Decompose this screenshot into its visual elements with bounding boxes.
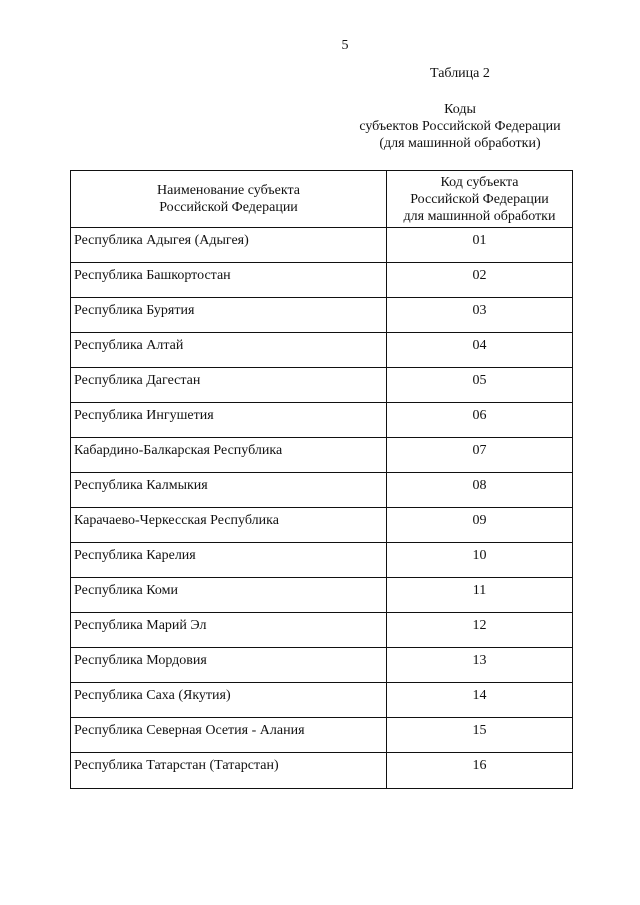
header-code-line-3: для машинной обработки [403, 208, 556, 224]
header-code-line-1: Код субъекта [440, 174, 519, 190]
subject-name: Карачаево-Черкесская Республика [71, 508, 387, 543]
subject-name: Республика Алтай [71, 333, 387, 368]
subject-code: 05 [387, 368, 573, 403]
subject-name: Республика Бурятия [71, 298, 387, 333]
subject-code: 04 [387, 333, 573, 368]
subject-name: Республика Татарстан (Татарстан) [71, 753, 387, 789]
subject-name: Республика Коми [71, 578, 387, 613]
table-row [71, 333, 573, 368]
header-name-line-1: Наименование субъекта [157, 183, 300, 198]
table-heading [352, 101, 568, 152]
subject-code: 09 [387, 508, 573, 543]
subject-code: 03 [387, 298, 573, 333]
heading-line-1: Коды [444, 102, 476, 117]
subject-name: Республика Саха (Якутия) [71, 683, 387, 718]
header-name-line-2: Российской Федерации [159, 200, 298, 215]
table-row [71, 368, 573, 403]
subject-name: Республика Ингушетия [71, 403, 387, 438]
header-code-line-2: Российской Федерации [410, 191, 549, 207]
subject-name: Республика Северная Осетия - Алания [71, 718, 387, 753]
subject-code: 16 [387, 753, 573, 789]
subject-code: 12 [387, 613, 573, 648]
subject-name: Республика Башкортостан [71, 263, 387, 298]
subject-code: 14 [387, 683, 573, 718]
header-subject-code [387, 171, 573, 228]
subject-name: Республика Марий Эл [71, 613, 387, 648]
subject-name: Республика Калмыкия [71, 473, 387, 508]
subject-code: 07 [387, 438, 573, 473]
table-row [71, 508, 573, 543]
subject-code: 02 [387, 263, 573, 298]
table-row [71, 753, 573, 789]
subject-code: 15 [387, 718, 573, 753]
table-row [71, 263, 573, 298]
subject-name: Республика Адыгея (Адыгея) [71, 228, 387, 263]
table-row [71, 648, 573, 683]
heading-line-3: (для машинной обработки) [379, 136, 541, 151]
subject-code: 10 [387, 543, 573, 578]
table-row [71, 718, 573, 753]
table-row [71, 473, 573, 508]
subject-code: 08 [387, 473, 573, 508]
page-number: 5 [341, 38, 349, 53]
table-row [71, 613, 573, 648]
table-row [71, 438, 573, 473]
subject-code: 01 [387, 228, 573, 263]
subject-name: Кабардино-Балкарская Республика [71, 438, 387, 473]
subject-name: Республика Карелия [71, 543, 387, 578]
table-row [71, 298, 573, 333]
table-row [71, 543, 573, 578]
subject-name: Республика Мордовия [71, 648, 387, 683]
table-row [71, 683, 573, 718]
table-row [71, 403, 573, 438]
table-row [71, 578, 573, 613]
subject-codes-table [70, 170, 573, 789]
subject-code: 06 [387, 403, 573, 438]
table-header-row [71, 171, 573, 228]
subject-name: Республика Дагестан [71, 368, 387, 403]
subject-code: 13 [387, 648, 573, 683]
heading-line-2: субъектов Российской Федерации [359, 119, 561, 134]
table-label: Таблица 2 [430, 66, 490, 81]
subject-code: 11 [387, 578, 573, 613]
table-row [71, 228, 573, 263]
header-subject-name [71, 171, 387, 228]
